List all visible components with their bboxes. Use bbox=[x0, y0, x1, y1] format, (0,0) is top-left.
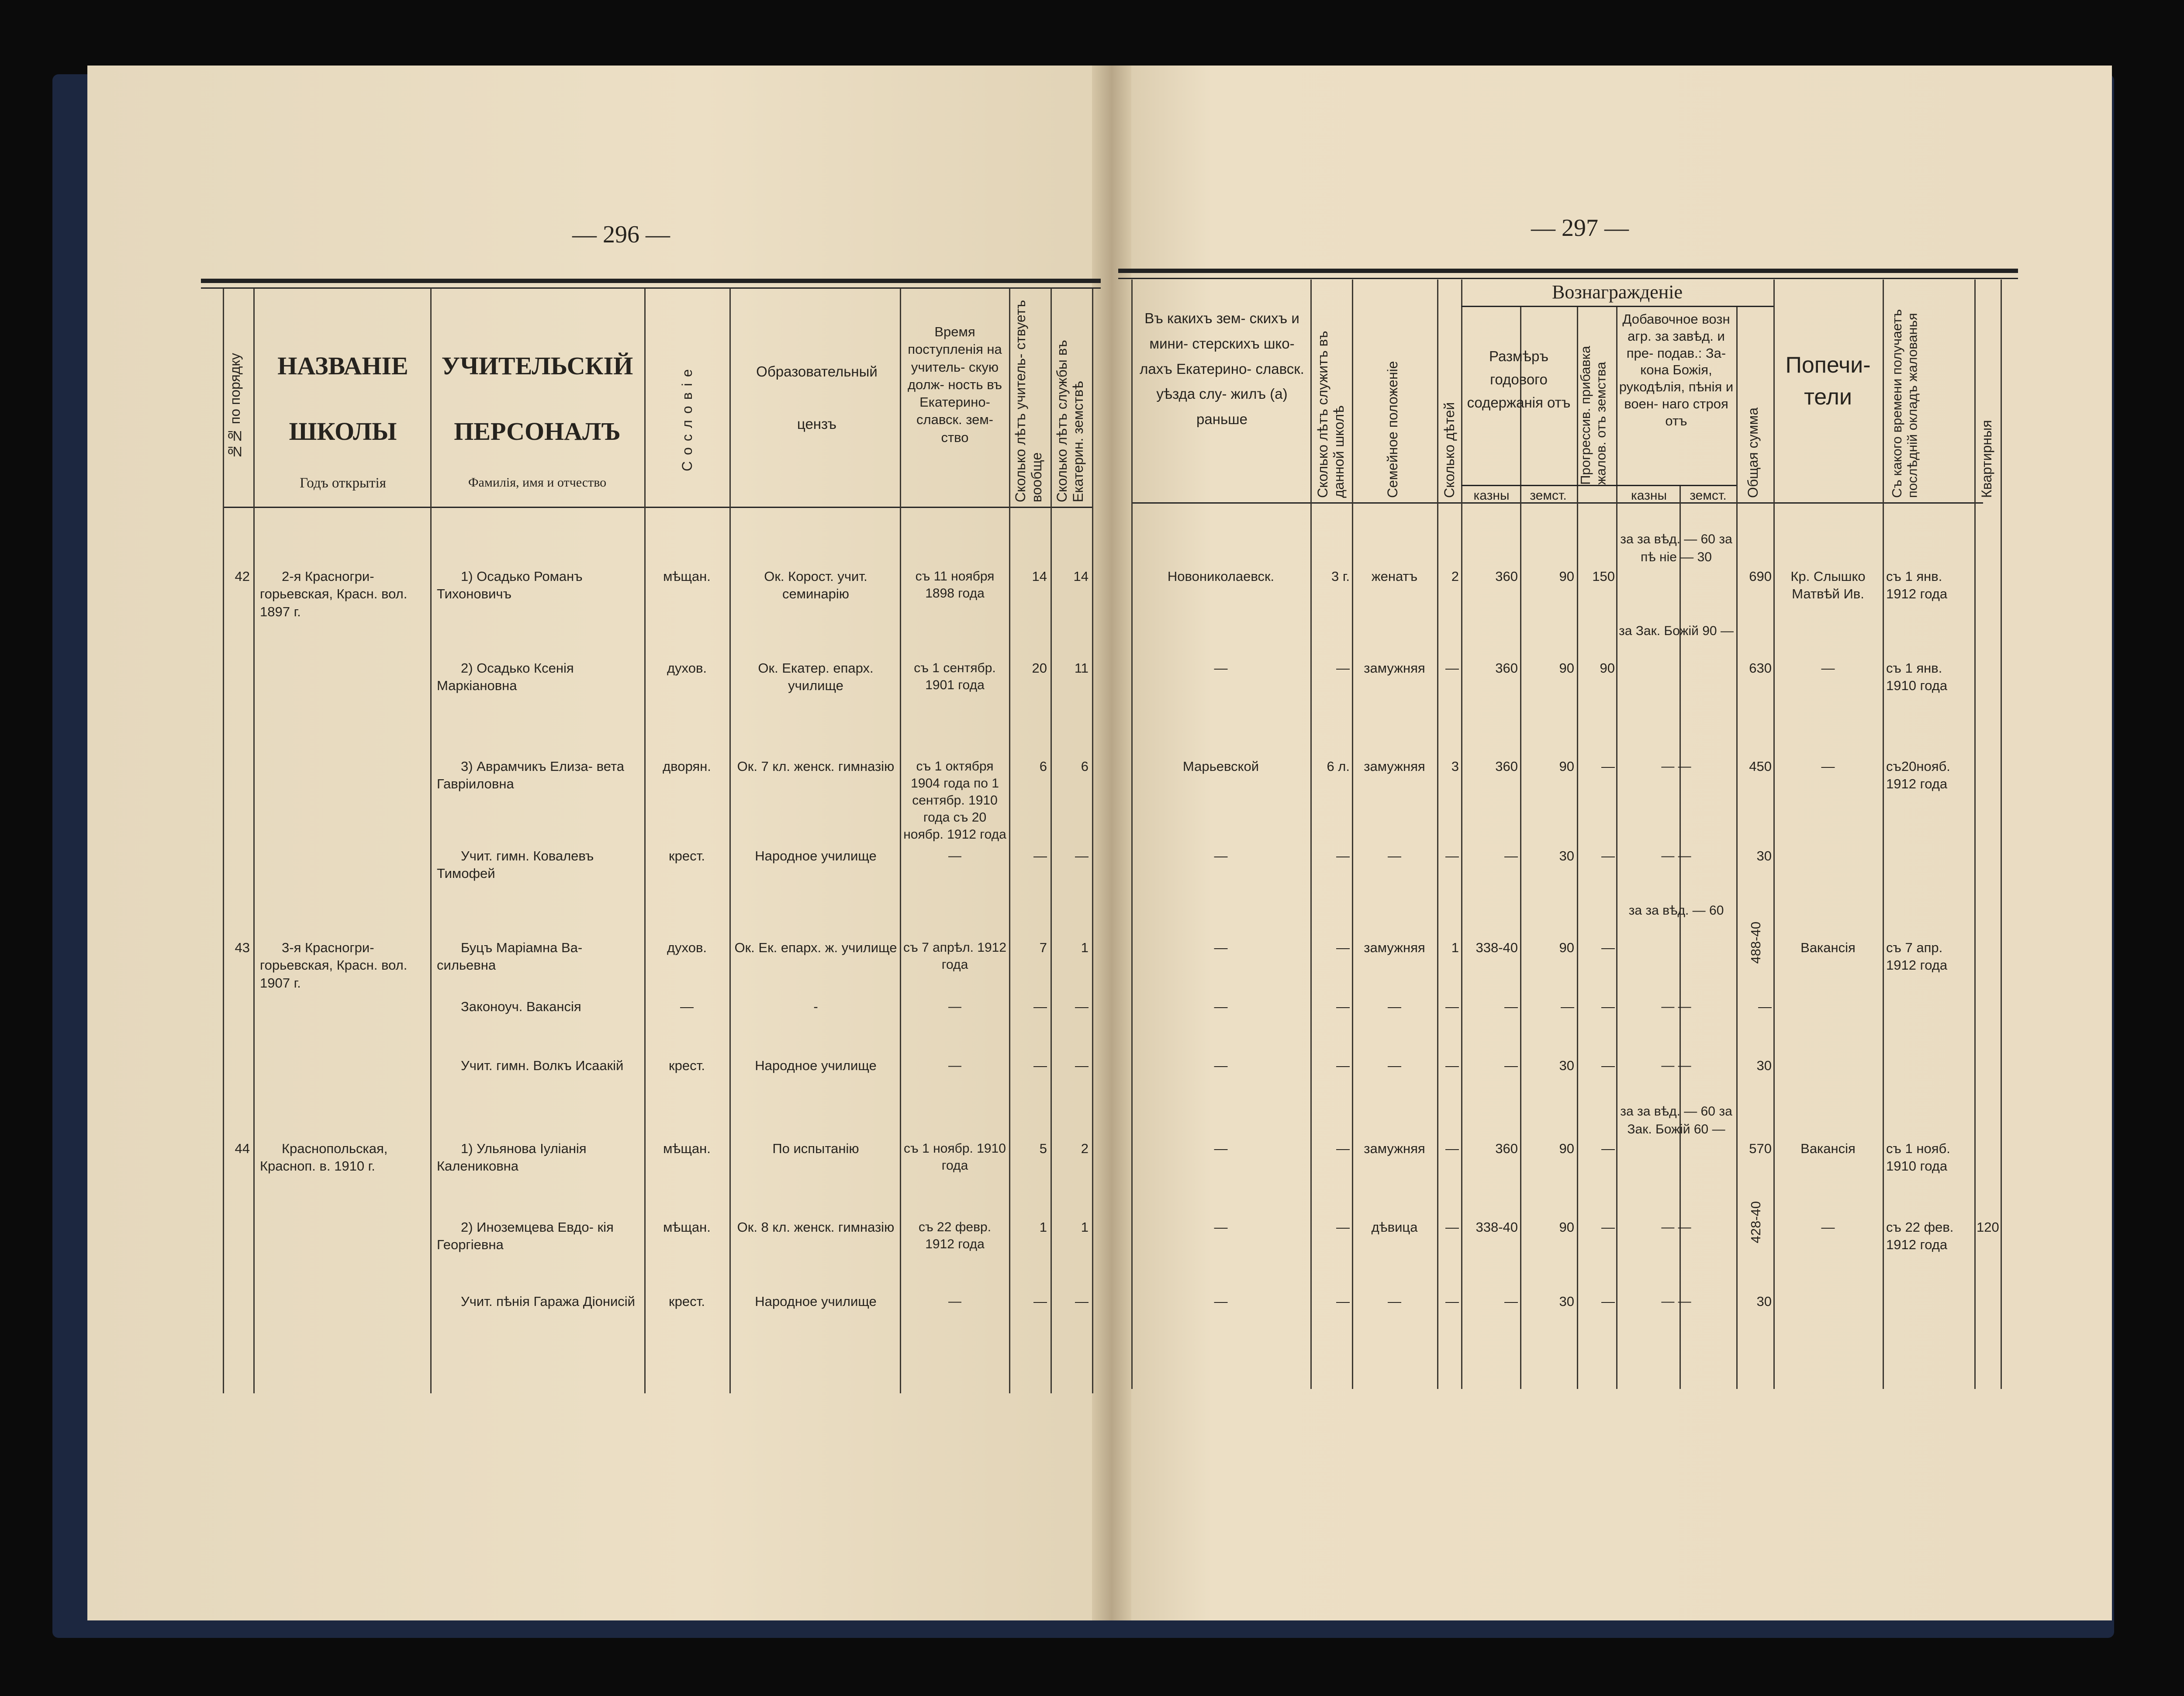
right-col-line bbox=[1616, 306, 1617, 1389]
family-status: — bbox=[1388, 848, 1401, 864]
staff-name: 3) Аврамчикъ Елиза- вета Гавріиловна bbox=[437, 759, 625, 792]
extra-reward: — — bbox=[1661, 1220, 1691, 1234]
extra-reward: — — bbox=[1661, 759, 1691, 774]
staff-years-zemstvo: — bbox=[1075, 848, 1089, 864]
staff-years-total: — bbox=[1033, 848, 1047, 864]
left-col-line bbox=[223, 288, 224, 1393]
staff-years-total: 7 bbox=[1039, 940, 1047, 955]
school-name: Краснопольская, Красноп. в. 1910 г. bbox=[260, 1141, 388, 1174]
extra-reward: — — bbox=[1661, 1058, 1691, 1073]
staff-name: Учит. гимн. Волкъ Исаакій bbox=[461, 1058, 624, 1073]
staff-years-zemstvo: 2 bbox=[1081, 1141, 1089, 1156]
children-count: — bbox=[1445, 1058, 1459, 1073]
staff-education: Ок. Екатер. епарх. училище bbox=[758, 660, 874, 694]
years-here: — bbox=[1336, 940, 1350, 955]
prev-service: Новониколаевск. bbox=[1167, 569, 1275, 584]
staff-education: Народное училище bbox=[755, 1058, 877, 1073]
school-name: 3-я Красногри- горьевская, Красн. вол. 1907 г. bbox=[260, 940, 408, 991]
header-reward: Вознагражденіе bbox=[1552, 281, 1683, 303]
staff-years-total: — bbox=[1033, 999, 1047, 1014]
total-sum: 30 bbox=[1756, 1058, 1772, 1073]
left-page bbox=[87, 66, 1109, 1620]
staff-estate: дворян. bbox=[663, 759, 711, 774]
total-sum: — bbox=[1758, 999, 1772, 1014]
years-here: — bbox=[1336, 1058, 1350, 1073]
right-col-line bbox=[1461, 280, 1462, 1389]
trustee: Вакансія bbox=[1800, 1141, 1856, 1156]
extra-reward: — — bbox=[1661, 849, 1691, 863]
years-here: — bbox=[1336, 1141, 1350, 1156]
left-col-line bbox=[1092, 288, 1093, 1393]
years-here: 3 г. bbox=[1331, 569, 1350, 584]
progressive-raise: — bbox=[1601, 848, 1615, 864]
staff-years-zemstvo: 11 bbox=[1074, 660, 1089, 676]
staff-years-total: — bbox=[1033, 1294, 1047, 1309]
prev-service: Марьевской bbox=[1182, 759, 1259, 774]
header-staff-sub: Фамилія, имя и отчество bbox=[468, 475, 607, 490]
left-col-line bbox=[430, 288, 432, 1393]
staff-education: - bbox=[813, 999, 818, 1014]
staff-name: 1) Ульянова Іуліанія Калениковна bbox=[437, 1141, 587, 1174]
left-col-line bbox=[900, 288, 901, 1393]
prev-service: — bbox=[1214, 1294, 1228, 1309]
staff-years-total: 1 bbox=[1039, 1219, 1047, 1235]
salary-kazny: 338-40 bbox=[1476, 940, 1518, 955]
staff-name: 1) Осадько Романъ Тихоновичъ bbox=[437, 569, 583, 602]
prev-service: — bbox=[1214, 940, 1228, 955]
salary-zemst: 90 bbox=[1559, 1141, 1574, 1156]
quarters-allowance: 120 bbox=[1977, 1219, 1999, 1235]
header-school-title-2: ШКОЛЫ bbox=[289, 417, 397, 446]
salary-since: съ 7 апр. 1912 года bbox=[1886, 940, 1948, 973]
prev-service: — bbox=[1214, 1219, 1228, 1235]
family-status: дѣвица bbox=[1371, 1219, 1418, 1235]
staff-education: Ок. Ек. епарх. ж. училище bbox=[734, 940, 897, 955]
staff-entry-date: съ 11 ноября 1898 года bbox=[915, 569, 995, 601]
salary-kazny: 338-40 bbox=[1476, 1219, 1518, 1235]
extra-reward: за за вѣд. — 60 за пѣ ніе — 30 bbox=[1620, 532, 1732, 564]
children-count: — bbox=[1445, 999, 1459, 1014]
years-here: — bbox=[1336, 1294, 1350, 1309]
staff-education: Ок. 8 кл. женск. гимназію bbox=[737, 1219, 895, 1235]
years-here: — bbox=[1336, 1219, 1350, 1235]
staff-name: Буцъ Маріамна Ва- сильевна bbox=[437, 940, 583, 973]
family-status: — bbox=[1388, 999, 1401, 1014]
staff-years-zemstvo: — bbox=[1075, 1058, 1089, 1073]
header-years-total: Сколько лѣтъ учитель- ствуетъ вообще bbox=[1013, 300, 1044, 502]
left-col-line bbox=[1009, 288, 1010, 1393]
children-count: — bbox=[1445, 1141, 1459, 1156]
staff-estate: духов. bbox=[667, 660, 707, 676]
staff-entry-date: — bbox=[948, 1058, 961, 1073]
header-since: Съ какого времени получаетъ послѣдній окладъ жалованья bbox=[1889, 309, 1920, 498]
right-col-line bbox=[1352, 280, 1353, 1389]
prev-service: — bbox=[1214, 848, 1228, 864]
total-sum: 30 bbox=[1756, 848, 1772, 864]
prev-service: — bbox=[1214, 660, 1228, 676]
left-top-rule bbox=[201, 279, 1101, 283]
header-children: Сколько дѣтей bbox=[1441, 402, 1457, 498]
school-number: 44 bbox=[235, 1141, 250, 1156]
staff-estate: мѣщан. bbox=[663, 1219, 711, 1235]
staff-education: По испытанію bbox=[772, 1141, 859, 1156]
staff-years-zemstvo: 6 bbox=[1081, 759, 1089, 774]
salary-kazny: — bbox=[1504, 848, 1518, 864]
header-col-no: №№ по порядку bbox=[227, 353, 243, 459]
children-count: — bbox=[1445, 660, 1459, 676]
staff-entry-date: — bbox=[948, 999, 961, 1014]
staff-entry-date: съ 1 октября 1904 года по 1 сентябр. 1910 года съ 20 ноябр. 1912 года bbox=[903, 759, 1006, 842]
header-staff-title-2: ПЕРСОНАЛЪ bbox=[454, 417, 621, 446]
trustee: Вакансія bbox=[1800, 940, 1856, 955]
left-header-bottom-rule bbox=[223, 507, 1092, 508]
years-here: 6 л. bbox=[1327, 759, 1350, 774]
right-top-rule-thin bbox=[1118, 278, 2018, 279]
header-total-sum: Общая сумма bbox=[1745, 408, 1761, 498]
trustee: — bbox=[1821, 660, 1835, 676]
salary-kazny: 360 bbox=[1495, 660, 1518, 676]
extra-reward: за за вѣд. — 60 за Зак. Божій 60 — bbox=[1620, 1104, 1732, 1136]
salary-kazny: 360 bbox=[1495, 569, 1518, 584]
left-top-rule-thin bbox=[201, 287, 1101, 289]
header-trustee: Попечи- тели bbox=[1785, 352, 1871, 410]
right-col-line bbox=[1974, 280, 1976, 1389]
trustee: Кр. Слышко Матвѣй Ив. bbox=[1790, 569, 1866, 602]
school-number: 42 bbox=[235, 569, 250, 584]
staff-entry-date: — bbox=[948, 849, 961, 863]
children-count: — bbox=[1445, 1294, 1459, 1309]
staff-name: Учит. пѣнія Гаража Діонисій bbox=[461, 1294, 635, 1309]
staff-years-zemstvo: — bbox=[1075, 999, 1089, 1014]
progressive-raise: — bbox=[1601, 1141, 1615, 1156]
prev-service: — bbox=[1214, 999, 1228, 1014]
left-col-line bbox=[729, 288, 731, 1393]
header-extra-zemst: земст. bbox=[1690, 488, 1727, 503]
staff-years-total: — bbox=[1033, 1058, 1047, 1073]
header-family: Семейное положеніе bbox=[1385, 361, 1400, 498]
salary-since: съ20нояб. 1912 года bbox=[1886, 759, 1950, 792]
salary-kazny: 360 bbox=[1495, 759, 1518, 774]
reward-group-rule bbox=[1461, 306, 1773, 307]
right-page-number: — 297 — bbox=[1531, 214, 1629, 242]
staff-years-total: 20 bbox=[1032, 660, 1047, 676]
salary-zemst: — bbox=[1561, 999, 1574, 1014]
right-top-rule bbox=[1118, 269, 2018, 273]
right-col-line bbox=[1883, 280, 1884, 1389]
children-count: 1 bbox=[1451, 940, 1459, 955]
staff-years-total: 6 bbox=[1039, 759, 1047, 774]
family-status: замужняя bbox=[1364, 940, 1425, 955]
salary-zemst: 90 bbox=[1559, 1219, 1574, 1235]
progressive-raise: — bbox=[1601, 759, 1615, 774]
staff-education: Ок. Корост. учит. семинарію bbox=[764, 569, 867, 602]
staff-years-zemstvo: — bbox=[1075, 1294, 1089, 1309]
staff-estate: крест. bbox=[669, 1294, 705, 1309]
staff-name: 2) Иноземцева Евдо- кія Георгіевна bbox=[437, 1219, 614, 1253]
staff-name: 2) Осадько Ксенія Маркіановна bbox=[437, 660, 574, 694]
staff-entry-date: съ 22 февр. 1912 года bbox=[918, 1220, 992, 1251]
right-col-line bbox=[1679, 485, 1681, 1389]
header-progressive: Прогрессив. прибавка жалов. отъ земства bbox=[1578, 345, 1609, 485]
progressive-raise: — bbox=[1601, 1058, 1615, 1073]
progressive-raise: — bbox=[1601, 999, 1615, 1014]
prev-service: — bbox=[1214, 1058, 1228, 1073]
salary-kazny: — bbox=[1504, 999, 1518, 1014]
total-sum: 690 bbox=[1749, 569, 1772, 584]
years-here: — bbox=[1336, 660, 1350, 676]
staff-name: Законоуч. Вакансія bbox=[461, 999, 581, 1014]
children-count: — bbox=[1445, 848, 1459, 864]
header-edu-1: Образовательный bbox=[756, 363, 878, 380]
header-extra: Добавочное возн агр. за завѣд. и пре- подав.: За- кона Божія, рукодѣлія, пѣнія и воен- наго строя отъ bbox=[1619, 311, 1734, 428]
salary-zemst: 30 bbox=[1559, 848, 1574, 864]
extra-reward: за Зак. Божій 90 — bbox=[1619, 624, 1734, 638]
reward-sub-rule bbox=[1461, 485, 1736, 486]
header-staff-title-1: УЧИТЕЛЬСКІЙ bbox=[441, 352, 633, 380]
salary-zemst: 90 bbox=[1559, 660, 1574, 676]
progressive-raise: 150 bbox=[1592, 569, 1615, 584]
salary-since: съ 1 янв. 1910 года bbox=[1886, 660, 1948, 694]
header-quarters: Квартирныя bbox=[1979, 420, 1994, 498]
total-sum: 428-40 bbox=[1748, 1201, 1763, 1244]
staff-estate: крест. bbox=[669, 848, 705, 864]
staff-years-zemstvo: 1 bbox=[1081, 940, 1089, 955]
progressive-raise: — bbox=[1601, 940, 1615, 955]
total-sum: 30 bbox=[1756, 1294, 1772, 1309]
progressive-raise: 90 bbox=[1600, 660, 1615, 676]
right-col-line bbox=[1131, 280, 1133, 1389]
staff-education: Ок. 7 кл. женск. гимназію bbox=[737, 759, 895, 774]
header-years-zemstvo: Сколько лѣтъ службы въ Екатерин. земствѣ bbox=[1054, 340, 1086, 502]
salary-since: съ 1 нояб. 1910 года bbox=[1886, 1141, 1950, 1174]
left-col-line bbox=[253, 288, 255, 1393]
family-status: — bbox=[1388, 1294, 1401, 1309]
header-entry: Время поступленія на учитель- скую долж- ность въ Екатерино- славск. зем- ство bbox=[907, 324, 1002, 445]
left-col-line bbox=[1051, 288, 1052, 1393]
staff-entry-date: съ 1 ноябр. 1910 года bbox=[904, 1141, 1006, 1173]
prev-service: — bbox=[1214, 1141, 1228, 1156]
salary-zemst: 30 bbox=[1559, 1294, 1574, 1309]
staff-estate: крест. bbox=[669, 1058, 705, 1073]
extra-reward: — — bbox=[1661, 1294, 1691, 1309]
staff-education: Народное училище bbox=[755, 1294, 877, 1309]
staff-estate: духов. bbox=[667, 940, 707, 955]
right-col-line bbox=[1773, 280, 1775, 1389]
family-status: — bbox=[1388, 1058, 1401, 1073]
family-status: замужняя bbox=[1364, 1141, 1425, 1156]
staff-entry-date: — bbox=[948, 1294, 961, 1309]
header-salary: Размѣръ годового содержанія отъ bbox=[1467, 348, 1571, 411]
header-school-sub: Годъ открытія bbox=[300, 475, 386, 491]
staff-entry-date: съ 7 апрѣл. 1912 года bbox=[903, 940, 1007, 972]
extra-reward: за за вѣд. — 60 bbox=[1628, 903, 1724, 918]
salary-kazny: — bbox=[1504, 1058, 1518, 1073]
staff-name: Учит. гимн. Ковалевъ Тимофей bbox=[437, 848, 594, 881]
header-edu-2: цензъ bbox=[797, 416, 837, 432]
total-sum: 488-40 bbox=[1748, 922, 1763, 964]
years-here: — bbox=[1336, 848, 1350, 864]
header-prev-service: Въ какихъ зем- скихъ и мини- стерскихъ шко- лахъ Екатерино- славск. уѣзда слу- жилъ (а) раньше bbox=[1140, 310, 1304, 427]
trustee: — bbox=[1821, 1219, 1835, 1235]
salary-zemst: 90 bbox=[1559, 569, 1574, 584]
total-sum: 630 bbox=[1749, 660, 1772, 676]
staff-estate: — bbox=[680, 999, 694, 1014]
header-salary-kazny: казны bbox=[1473, 488, 1510, 503]
staff-education: Народное училище bbox=[755, 848, 877, 864]
years-here: — bbox=[1336, 999, 1350, 1014]
header-salary-zemst: земст. bbox=[1530, 488, 1567, 503]
progressive-raise: — bbox=[1601, 1219, 1615, 1235]
left-col-line bbox=[644, 288, 646, 1393]
family-status: замужняя bbox=[1364, 660, 1425, 676]
staff-estate: мѣщан. bbox=[663, 1141, 711, 1156]
children-count: 3 bbox=[1451, 759, 1459, 774]
header-school-title-1: НАЗВАНІЕ bbox=[277, 352, 408, 380]
total-sum: 570 bbox=[1749, 1141, 1772, 1156]
left-page-number: — 296 — bbox=[572, 221, 670, 248]
school-name: 2-я Красногри- горьевская, Красн. вол. 1897 г. bbox=[260, 569, 408, 619]
total-sum: 450 bbox=[1749, 759, 1772, 774]
salary-kazny: 360 bbox=[1495, 1141, 1518, 1156]
school-number: 43 bbox=[235, 940, 250, 955]
progressive-raise: — bbox=[1601, 1294, 1615, 1309]
staff-years-zemstvo: 1 bbox=[1081, 1219, 1089, 1235]
family-status: замужняя bbox=[1364, 759, 1425, 774]
salary-zemst: 90 bbox=[1559, 759, 1574, 774]
family-status: женатъ bbox=[1371, 569, 1418, 584]
salary-zemst: 30 bbox=[1559, 1058, 1574, 1073]
salary-since: съ 1 янв. 1912 года bbox=[1886, 569, 1948, 602]
staff-years-zemstvo: 14 bbox=[1073, 569, 1089, 584]
header-years-here: Сколько лѣтъ служитъ въ данной школѣ bbox=[1315, 331, 1347, 498]
trustee: — bbox=[1821, 759, 1835, 774]
salary-since: съ 22 фев. 1912 года bbox=[1886, 1219, 1954, 1253]
extra-reward: — — bbox=[1661, 999, 1691, 1014]
children-count: — bbox=[1445, 1219, 1459, 1235]
children-count: 2 bbox=[1451, 569, 1459, 584]
staff-years-total: 14 bbox=[1032, 569, 1047, 584]
header-estate: Сословіе bbox=[679, 363, 695, 471]
book-gutter bbox=[1092, 66, 1131, 1620]
staff-entry-date: съ 1 сентябр. 1901 года bbox=[914, 661, 996, 692]
header-extra-kazny: казны bbox=[1631, 488, 1667, 503]
staff-estate: мѣщан. bbox=[663, 569, 711, 584]
salary-zemst: 90 bbox=[1559, 940, 1574, 955]
salary-kazny: — bbox=[1504, 1294, 1518, 1309]
staff-years-total: 5 bbox=[1039, 1141, 1047, 1156]
